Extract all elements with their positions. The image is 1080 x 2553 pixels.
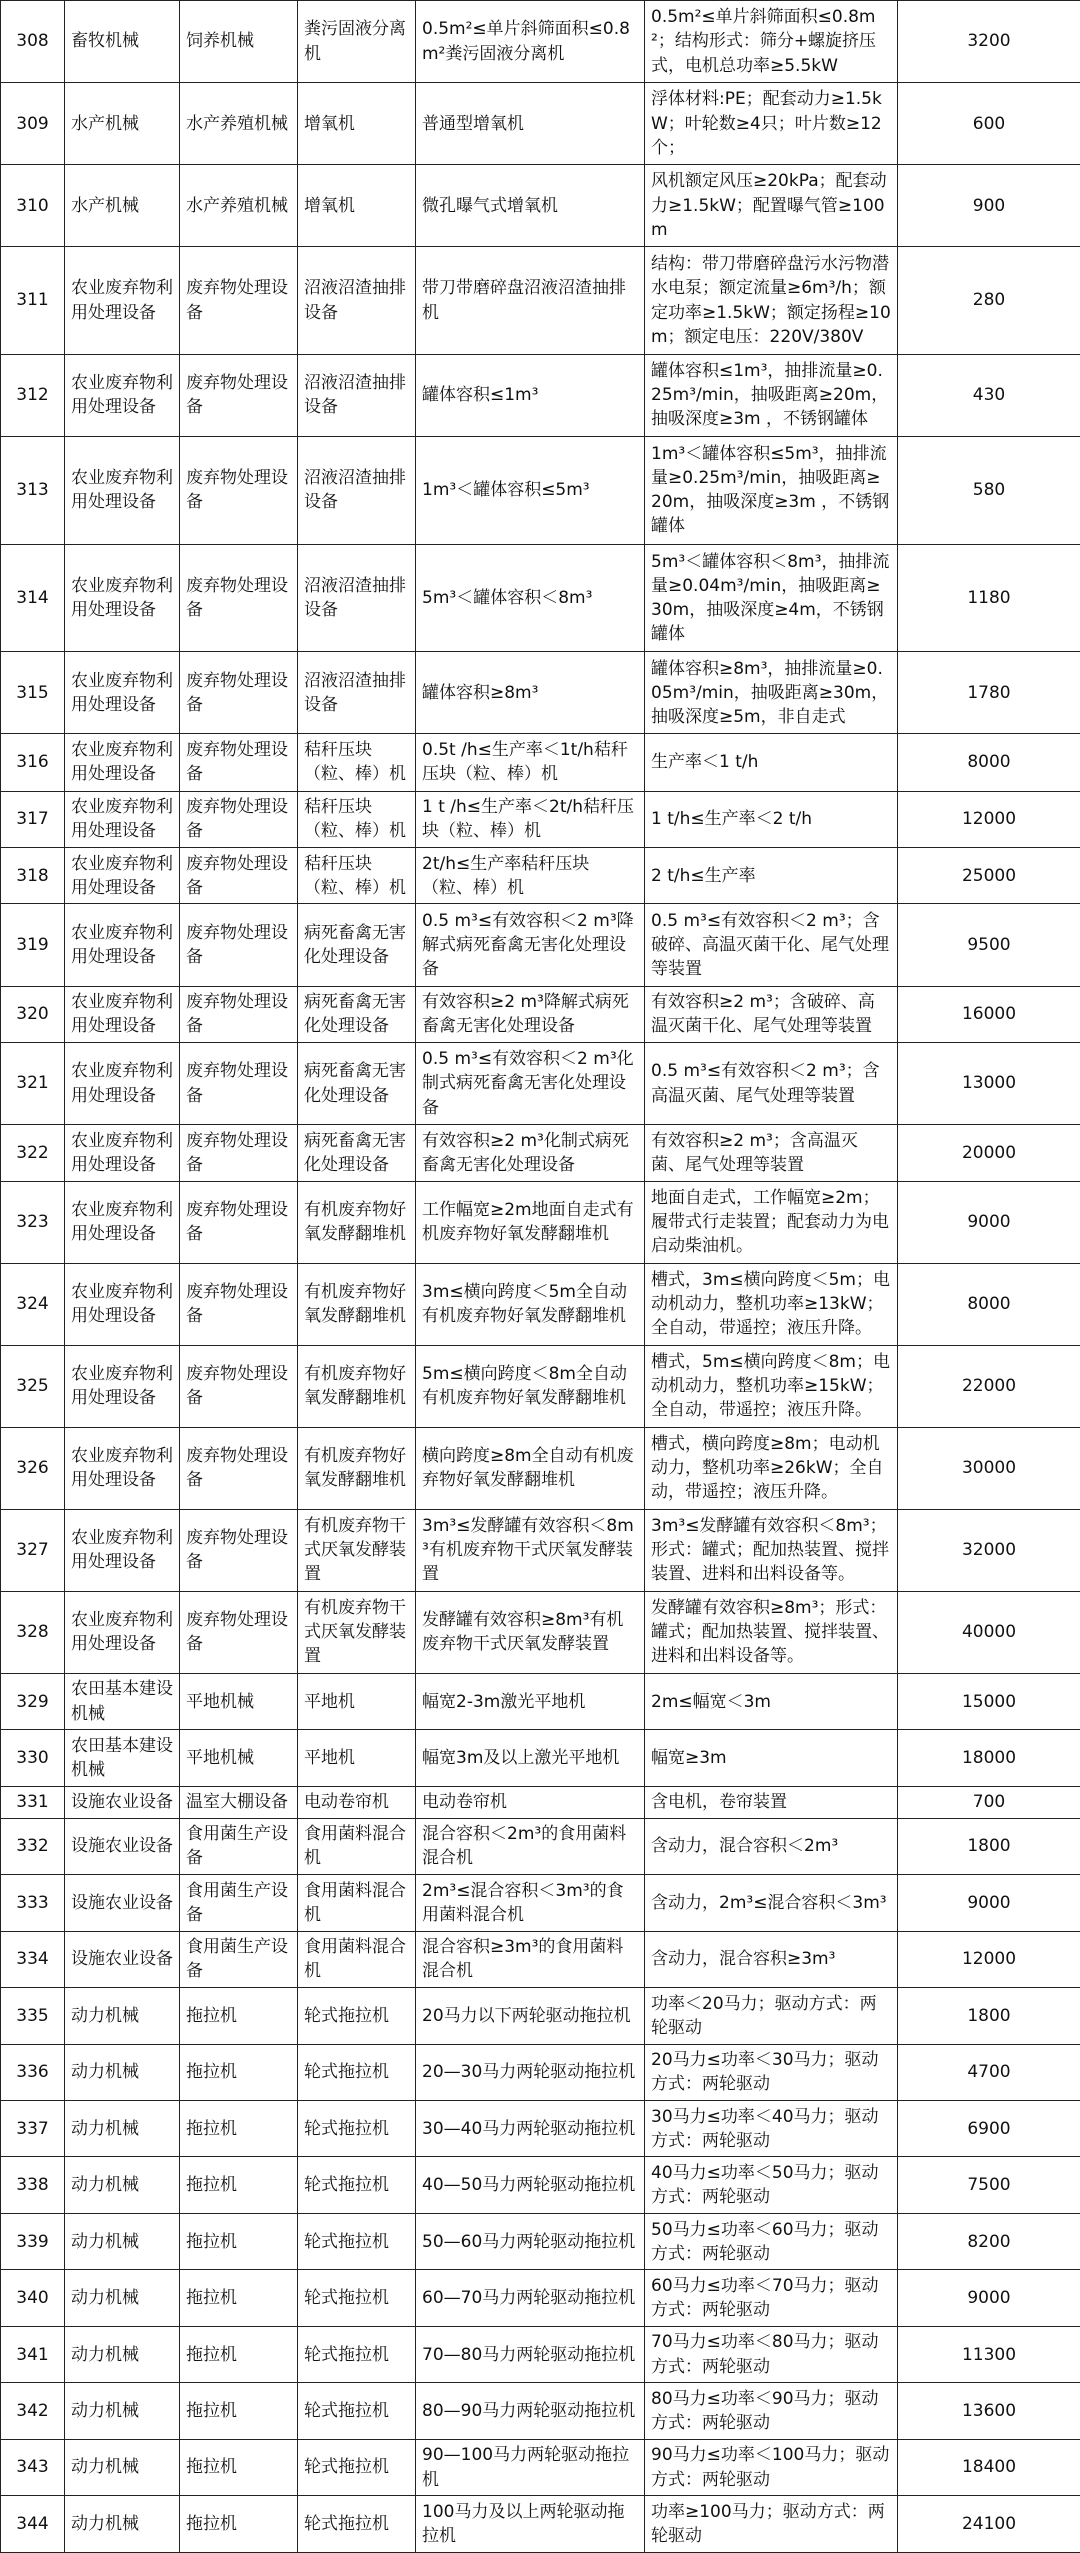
cell-spec: 功率≥100马力；驱动方式：两轮驱动 (645, 2496, 898, 2553)
cell-spec: 浮体材料:PE；配套动力≥1.5kW；叶轮数≥4只；叶片数≥12个； (645, 83, 898, 165)
cell-item: 轮式拖拉机 (298, 2439, 416, 2495)
table-row (1, 1730, 1080, 1786)
cell-item: 病死畜禽无害化处理设备 (298, 1042, 416, 1124)
cell-category: 设施农业设备 (65, 1875, 180, 1931)
cell-spec: 发酵罐有效容积≥8m³；形式：罐式；配加热装置、搅拌装置、进料和出料设备等。 (645, 1591, 898, 1673)
cell-subcategory: 废弃物处理设备 (180, 847, 298, 903)
table-row (1, 2439, 1080, 2495)
cell-no: 344 (1, 2496, 65, 2553)
table-row (1, 1786, 1080, 1818)
table-row (1, 2157, 1080, 2213)
cell-item: 沼液沼渣抽排设备 (298, 436, 416, 544)
cell-subsidy: 18400 (898, 2439, 1080, 2495)
cell-item: 食用菌料混合机 (298, 1875, 416, 1931)
cell-item: 有机废弃物干式厌氧发酵装置 (298, 1509, 416, 1591)
cell-subcategory: 废弃物处理设备 (180, 247, 298, 355)
cell-no: 333 (1, 1875, 65, 1931)
cell-grade: 工作幅宽≥2m地面自走式有机废弃物好氧发酵翻堆机 (416, 1181, 645, 1263)
cell-grade: 电动卷帘机 (416, 1786, 645, 1818)
cell-no: 318 (1, 847, 65, 903)
table-row (1, 2270, 1080, 2326)
cell-item: 有机废弃物干式厌氧发酵装置 (298, 1591, 416, 1673)
cell-spec: 0.5m²≤单片斜筛面积≤0.8m²；结构形式：筛分+螺旋挤压式，电机总功率≥5.5kW (645, 1, 898, 83)
cell-spec: 1 t/h≤生产率＜2 t/h (645, 791, 898, 847)
cell-no: 326 (1, 1427, 65, 1509)
cell-category: 农田基本建设机械 (65, 1730, 180, 1786)
cell-grade: 罐体容积≤1m³ (416, 354, 645, 436)
table-row (1, 2496, 1080, 2553)
cell-item: 轮式拖拉机 (298, 2100, 416, 2156)
cell-item: 增氧机 (298, 83, 416, 165)
cell-subsidy: 12000 (898, 791, 1080, 847)
cell-no: 332 (1, 1818, 65, 1874)
table-row (1, 2044, 1080, 2100)
cell-subsidy: 600 (898, 83, 1080, 165)
cell-grade: 70—80马力两轮驱动拖拉机 (416, 2326, 645, 2382)
table-row (1, 2326, 1080, 2382)
cell-spec: 罐体容积≥8m³，抽排流量≥0.05m³/min，抽吸距离≥30m，抽吸深度≥5m，非自走式 (645, 652, 898, 734)
table-body (1, 1, 1080, 2553)
cell-category: 农业废弃物利用处理设备 (65, 734, 180, 791)
cell-subcategory: 拖拉机 (180, 2270, 298, 2326)
cell-subsidy: 8000 (898, 1263, 1080, 1345)
cell-item: 轮式拖拉机 (298, 2326, 416, 2382)
cell-item: 轮式拖拉机 (298, 2496, 416, 2553)
cell-item: 食用菌料混合机 (298, 1818, 416, 1874)
cell-subsidy: 9000 (898, 2270, 1080, 2326)
cell-category: 农业废弃物利用处理设备 (65, 847, 180, 903)
cell-category: 动力机械 (65, 2157, 180, 2213)
cell-spec: 3m³≤发酵罐有效容积＜8m³；形式：罐式；配加热装置、搅拌装置、进料和出料设备等。 (645, 1509, 898, 1591)
cell-subsidy: 9500 (898, 904, 1080, 986)
cell-spec: 风机额定风压≥20kPa；配套动力≥1.5kW；配置曝气管≥100m (645, 165, 898, 247)
cell-category: 农业废弃物利用处理设备 (65, 1125, 180, 1181)
cell-category: 农业废弃物利用处理设备 (65, 436, 180, 544)
cell-no: 331 (1, 1786, 65, 1818)
cell-spec: 含电机，卷帘装置 (645, 1786, 898, 1818)
cell-subcategory: 废弃物处理设备 (180, 734, 298, 791)
cell-subsidy: 22000 (898, 1345, 1080, 1427)
cell-subsidy: 4700 (898, 2044, 1080, 2100)
cell-spec: 槽式，5m≤横向跨度＜8m；电动机动力，整机功率≥15kW；全自动，带遥控；液压升降。 (645, 1345, 898, 1427)
cell-grade: 20马力以下两轮驱动拖拉机 (416, 1988, 645, 2044)
cell-grade: 90—100马力两轮驱动拖拉机 (416, 2439, 645, 2495)
cell-subsidy: 18000 (898, 1730, 1080, 1786)
cell-category: 农业废弃物利用处理设备 (65, 1591, 180, 1673)
cell-category: 农业废弃物利用处理设备 (65, 1427, 180, 1509)
cell-spec: 60马力≤功率＜70马力；驱动方式：两轮驱动 (645, 2270, 898, 2326)
cell-spec: 1m³＜罐体容积≤5m³，抽排流量≥0.25m³/min，抽吸距离≥20m，抽吸深度≥3m ，不锈钢罐体 (645, 436, 898, 544)
cell-no: 322 (1, 1125, 65, 1181)
cell-item: 秸秆压块（粒、棒）机 (298, 734, 416, 791)
cell-category: 动力机械 (65, 1988, 180, 2044)
table-row (1, 1818, 1080, 1874)
cell-category: 农业废弃物利用处理设备 (65, 986, 180, 1042)
cell-category: 农业废弃物利用处理设备 (65, 904, 180, 986)
table-row (1, 1125, 1080, 1181)
table-row (1, 1181, 1080, 1263)
cell-category: 设施农业设备 (65, 1786, 180, 1818)
table-row (1, 354, 1080, 436)
cell-spec: 40马力≤功率＜50马力；驱动方式：两轮驱动 (645, 2157, 898, 2213)
cell-no: 340 (1, 2270, 65, 2326)
cell-subsidy: 8000 (898, 734, 1080, 791)
cell-no: 319 (1, 904, 65, 986)
cell-no: 328 (1, 1591, 65, 1673)
cell-spec: 地面自走式，工作幅宽≥2m；履带式行走装置；配套动力为电启动柴油机。 (645, 1181, 898, 1263)
cell-item: 沼液沼渣抽排设备 (298, 652, 416, 734)
cell-subsidy: 1780 (898, 652, 1080, 734)
cell-spec: 30马力≤功率＜40马力；驱动方式：两轮驱动 (645, 2100, 898, 2156)
cell-no: 316 (1, 734, 65, 791)
cell-subcategory: 拖拉机 (180, 2157, 298, 2213)
cell-subsidy: 900 (898, 165, 1080, 247)
table-row (1, 2100, 1080, 2156)
cell-grade: 有效容积≥2 m³降解式病死畜禽无害化处理设备 (416, 986, 645, 1042)
cell-subcategory: 废弃物处理设备 (180, 354, 298, 436)
cell-item: 增氧机 (298, 165, 416, 247)
table-row (1, 247, 1080, 355)
cell-subcategory: 拖拉机 (180, 1988, 298, 2044)
cell-spec: 罐体容积≤1m³，抽排流量≥0.25m³/min，抽吸距离≥20m，抽吸深度≥3m ，不锈钢罐体 (645, 354, 898, 436)
cell-spec: 0.5 m³≤有效容积＜2 m³；含高温灭菌、尾气处理等装置 (645, 1042, 898, 1124)
cell-no: 342 (1, 2383, 65, 2439)
cell-item: 沼液沼渣抽排设备 (298, 544, 416, 652)
cell-item: 有机废弃物好氧发酵翻堆机 (298, 1181, 416, 1263)
cell-item: 沼液沼渣抽排设备 (298, 247, 416, 355)
cell-no: 327 (1, 1509, 65, 1591)
cell-category: 动力机械 (65, 2383, 180, 2439)
cell-no: 313 (1, 436, 65, 544)
cell-grade: 带刀带磨碎盘沼液沼渣抽排机 (416, 247, 645, 355)
cell-subcategory: 食用菌生产设备 (180, 1931, 298, 1987)
table-row (1, 1042, 1080, 1124)
cell-spec: 生产率＜1 t/h (645, 734, 898, 791)
cell-subsidy: 7500 (898, 2157, 1080, 2213)
cell-item: 病死畜禽无害化处理设备 (298, 986, 416, 1042)
cell-no: 310 (1, 165, 65, 247)
cell-spec: 功率＜20马力；驱动方式：两轮驱动 (645, 1988, 898, 2044)
cell-spec: 含动力，混合容积＜2m³ (645, 1818, 898, 1874)
cell-subcategory: 温室大棚设备 (180, 1786, 298, 1818)
cell-subsidy: 11300 (898, 2326, 1080, 2382)
cell-subsidy: 3200 (898, 1, 1080, 83)
cell-grade: 幅宽3m及以上激光平地机 (416, 1730, 645, 1786)
cell-category: 农业废弃物利用处理设备 (65, 544, 180, 652)
table-row (1, 1263, 1080, 1345)
cell-no: 314 (1, 544, 65, 652)
cell-subsidy: 20000 (898, 1125, 1080, 1181)
cell-subsidy: 700 (898, 1786, 1080, 1818)
cell-grade: 30—40马力两轮驱动拖拉机 (416, 2100, 645, 2156)
cell-category: 农业废弃物利用处理设备 (65, 1509, 180, 1591)
cell-spec: 槽式，横向跨度≥8m；电动机动力，整机功率≥26kW；全自动，带遥控；液压升降。 (645, 1427, 898, 1509)
cell-subsidy: 1180 (898, 544, 1080, 652)
cell-subsidy: 580 (898, 436, 1080, 544)
cell-subcategory: 水产养殖机械 (180, 165, 298, 247)
cell-category: 农田基本建设机械 (65, 1673, 180, 1729)
cell-grade: 横向跨度≥8m全自动有机废弃物好氧发酵翻堆机 (416, 1427, 645, 1509)
cell-grade: 混合容积＜2m³的食用菌料混合机 (416, 1818, 645, 1874)
table-row (1, 652, 1080, 734)
cell-category: 动力机械 (65, 2213, 180, 2269)
cell-item: 病死畜禽无害化处理设备 (298, 1125, 416, 1181)
cell-spec: 2m≤幅宽＜3m (645, 1673, 898, 1729)
cell-subcategory: 废弃物处理设备 (180, 1345, 298, 1427)
cell-subsidy: 15000 (898, 1673, 1080, 1729)
cell-no: 343 (1, 2439, 65, 2495)
cell-item: 粪污固液分离机 (298, 1, 416, 83)
cell-subcategory: 拖拉机 (180, 2213, 298, 2269)
cell-no: 311 (1, 247, 65, 355)
cell-category: 农业废弃物利用处理设备 (65, 791, 180, 847)
cell-subcategory: 废弃物处理设备 (180, 1042, 298, 1124)
cell-subcategory: 废弃物处理设备 (180, 1181, 298, 1263)
cell-subsidy: 280 (898, 247, 1080, 355)
cell-spec: 含动力，2m³≤混合容积＜3m³ (645, 1875, 898, 1931)
cell-grade: 0.5t /h≤生产率＜1t/h秸秆压块（粒、棒）机 (416, 734, 645, 791)
cell-spec: 有效容积≥2 m³；含高温灭菌、尾气处理等装置 (645, 1125, 898, 1181)
cell-category: 农业废弃物利用处理设备 (65, 1263, 180, 1345)
cell-subcategory: 拖拉机 (180, 2100, 298, 2156)
cell-no: 321 (1, 1042, 65, 1124)
cell-grade: 微孔曝气式增氧机 (416, 165, 645, 247)
cell-category: 设施农业设备 (65, 1818, 180, 1874)
cell-subsidy: 6900 (898, 2100, 1080, 2156)
cell-subcategory: 废弃物处理设备 (180, 791, 298, 847)
cell-no: 315 (1, 652, 65, 734)
cell-no: 339 (1, 2213, 65, 2269)
cell-spec: 5m³＜罐体容积＜8m³，抽排流量≥0.04m³/min，抽吸距离≥30m，抽吸深度≥4m，不锈钢罐体 (645, 544, 898, 652)
cell-grade: 1 t /h≤生产率＜2t/h秸秆压块（粒、棒）机 (416, 791, 645, 847)
cell-item: 平地机 (298, 1730, 416, 1786)
cell-subsidy: 9000 (898, 1181, 1080, 1263)
cell-subsidy: 40000 (898, 1591, 1080, 1673)
table-row (1, 1591, 1080, 1673)
cell-spec: 2 t/h≤生产率 (645, 847, 898, 903)
cell-subcategory: 废弃物处理设备 (180, 1125, 298, 1181)
cell-grade: 普通型增氧机 (416, 83, 645, 165)
cell-grade: 0.5m²≤单片斜筛面积≤0.8m²粪污固液分离机 (416, 1, 645, 83)
cell-grade: 100马力及以上两轮驱动拖拉机 (416, 2496, 645, 2553)
cell-subsidy: 16000 (898, 986, 1080, 1042)
cell-subcategory: 废弃物处理设备 (180, 1509, 298, 1591)
table-row (1, 1, 1080, 83)
cell-no: 335 (1, 1988, 65, 2044)
cell-spec: 80马力≤功率＜90马力；驱动方式：两轮驱动 (645, 2383, 898, 2439)
cell-subcategory: 拖拉机 (180, 2326, 298, 2382)
cell-subcategory: 食用菌生产设备 (180, 1818, 298, 1874)
cell-grade: 0.5 m³≤有效容积＜2 m³降解式病死畜禽无害化处理设备 (416, 904, 645, 986)
cell-category: 农业废弃物利用处理设备 (65, 1181, 180, 1263)
table-row (1, 847, 1080, 903)
cell-subsidy: 30000 (898, 1427, 1080, 1509)
cell-category: 动力机械 (65, 2439, 180, 2495)
cell-grade: 2t/h≤生产率秸秆压块（粒、棒）机 (416, 847, 645, 903)
cell-subcategory: 拖拉机 (180, 2044, 298, 2100)
cell-subcategory: 废弃物处理设备 (180, 436, 298, 544)
cell-item: 有机废弃物好氧发酵翻堆机 (298, 1345, 416, 1427)
cell-subsidy: 32000 (898, 1509, 1080, 1591)
cell-subsidy: 1800 (898, 1988, 1080, 2044)
cell-grade: 幅宽2-3m激光平地机 (416, 1673, 645, 1729)
cell-no: 312 (1, 354, 65, 436)
cell-grade: 3m≤横向跨度＜5m全自动有机废弃物好氧发酵翻堆机 (416, 1263, 645, 1345)
cell-item: 平地机 (298, 1673, 416, 1729)
cell-subsidy: 12000 (898, 1931, 1080, 1987)
cell-subsidy: 13600 (898, 2383, 1080, 2439)
cell-grade: 60—70马力两轮驱动拖拉机 (416, 2270, 645, 2326)
cell-subcategory: 废弃物处理设备 (180, 904, 298, 986)
cell-grade: 3m³≤发酵罐有效容积＜8m³有机废弃物干式厌氧发酵装置 (416, 1509, 645, 1591)
cell-grade: 2m³≤混合容积＜3m³的食用菌料混合机 (416, 1875, 645, 1931)
table-row (1, 904, 1080, 986)
cell-subsidy: 24100 (898, 2496, 1080, 2553)
table-row (1, 1427, 1080, 1509)
cell-category: 畜牧机械 (65, 1, 180, 83)
cell-grade: 1m³＜罐体容积≤5m³ (416, 436, 645, 544)
cell-grade: 5m³＜罐体容积＜8m³ (416, 544, 645, 652)
cell-subcategory: 食用菌生产设备 (180, 1875, 298, 1931)
cell-item: 轮式拖拉机 (298, 2270, 416, 2326)
cell-item: 秸秆压块（粒、棒）机 (298, 791, 416, 847)
cell-no: 320 (1, 986, 65, 1042)
cell-no: 330 (1, 1730, 65, 1786)
cell-no: 324 (1, 1263, 65, 1345)
cell-no: 337 (1, 2100, 65, 2156)
table-row (1, 1673, 1080, 1729)
cell-no: 308 (1, 1, 65, 83)
cell-subsidy: 13000 (898, 1042, 1080, 1124)
cell-spec: 90马力≤功率＜100马力；驱动方式：两轮驱动 (645, 2439, 898, 2495)
cell-subcategory: 废弃物处理设备 (180, 986, 298, 1042)
table-row (1, 544, 1080, 652)
cell-category: 动力机械 (65, 2100, 180, 2156)
cell-item: 轮式拖拉机 (298, 1988, 416, 2044)
cell-no: 317 (1, 791, 65, 847)
cell-category: 农业废弃物利用处理设备 (65, 354, 180, 436)
cell-spec: 0.5 m³≤有效容积＜2 m³；含破碎、高温灭菌干化、尾气处理等装置 (645, 904, 898, 986)
table-row (1, 734, 1080, 791)
cell-subsidy: 430 (898, 354, 1080, 436)
cell-grade: 50—60马力两轮驱动拖拉机 (416, 2213, 645, 2269)
cell-grade: 发酵罐有效容积≥8m³有机废弃物干式厌氧发酵装置 (416, 1591, 645, 1673)
cell-no: 325 (1, 1345, 65, 1427)
cell-no: 334 (1, 1931, 65, 1987)
cell-no: 336 (1, 2044, 65, 2100)
cell-category: 农业废弃物利用处理设备 (65, 652, 180, 734)
cell-grade: 罐体容积≥8m³ (416, 652, 645, 734)
cell-grade: 80—90马力两轮驱动拖拉机 (416, 2383, 645, 2439)
cell-no: 329 (1, 1673, 65, 1729)
cell-subcategory: 废弃物处理设备 (180, 1427, 298, 1509)
cell-spec: 幅宽≥3m (645, 1730, 898, 1786)
cell-spec: 槽式，3m≤横向跨度＜5m；电动机动力，整机功率≥13kW；全自动，带遥控；液压升降。 (645, 1263, 898, 1345)
cell-subcategory: 平地机械 (180, 1730, 298, 1786)
cell-item: 病死畜禽无害化处理设备 (298, 904, 416, 986)
cell-subsidy: 1800 (898, 1818, 1080, 1874)
cell-category: 设施农业设备 (65, 1931, 180, 1987)
cell-item: 沼液沼渣抽排设备 (298, 354, 416, 436)
cell-no: 323 (1, 1181, 65, 1263)
table-row (1, 1509, 1080, 1591)
cell-spec: 50马力≤功率＜60马力；驱动方式：两轮驱动 (645, 2213, 898, 2269)
table-row (1, 986, 1080, 1042)
cell-subcategory: 饲养机械 (180, 1, 298, 83)
cell-item: 轮式拖拉机 (298, 2044, 416, 2100)
cell-subcategory: 废弃物处理设备 (180, 1591, 298, 1673)
cell-no: 338 (1, 2157, 65, 2213)
cell-subcategory: 废弃物处理设备 (180, 652, 298, 734)
cell-item: 轮式拖拉机 (298, 2157, 416, 2213)
cell-subsidy: 8200 (898, 2213, 1080, 2269)
cell-spec: 含动力，混合容积≥3m³ (645, 1931, 898, 1987)
cell-subcategory: 拖拉机 (180, 2496, 298, 2553)
cell-spec: 70马力≤功率＜80马力；驱动方式：两轮驱动 (645, 2326, 898, 2382)
cell-item: 食用菌料混合机 (298, 1931, 416, 1987)
cell-subcategory: 平地机械 (180, 1673, 298, 1729)
cell-item: 有机废弃物好氧发酵翻堆机 (298, 1263, 416, 1345)
table-row (1, 165, 1080, 247)
cell-item: 秸秆压块（粒、棒）机 (298, 847, 416, 903)
table-row (1, 1875, 1080, 1931)
table-row (1, 2213, 1080, 2269)
cell-category: 动力机械 (65, 2044, 180, 2100)
cell-subsidy: 9000 (898, 1875, 1080, 1931)
cell-grade: 40—50马力两轮驱动拖拉机 (416, 2157, 645, 2213)
cell-grade: 有效容积≥2 m³化制式病死畜禽无害化处理设备 (416, 1125, 645, 1181)
cell-grade: 混合容积≥3m³的食用菌料混合机 (416, 1931, 645, 1987)
table-row (1, 1345, 1080, 1427)
cell-subcategory: 拖拉机 (180, 2383, 298, 2439)
cell-category: 水产机械 (65, 165, 180, 247)
cell-subcategory: 废弃物处理设备 (180, 1263, 298, 1345)
cell-item: 轮式拖拉机 (298, 2213, 416, 2269)
cell-category: 农业废弃物利用处理设备 (65, 1042, 180, 1124)
cell-no: 341 (1, 2326, 65, 2382)
cell-no: 309 (1, 83, 65, 165)
cell-category: 农业废弃物利用处理设备 (65, 247, 180, 355)
cell-grade: 20—30马力两轮驱动拖拉机 (416, 2044, 645, 2100)
table-row (1, 2383, 1080, 2439)
table-row (1, 436, 1080, 544)
cell-category: 动力机械 (65, 2270, 180, 2326)
cell-spec: 有效容积≥2 m³；含破碎、高温灭菌干化、尾气处理等装置 (645, 986, 898, 1042)
cell-spec: 20马力≤功率＜30马力；驱动方式：两轮驱动 (645, 2044, 898, 2100)
cell-grade: 5m≤横向跨度＜8m全自动有机废弃物好氧发酵翻堆机 (416, 1345, 645, 1427)
table-row (1, 83, 1080, 165)
cell-subcategory: 水产养殖机械 (180, 83, 298, 165)
cell-grade: 0.5 m³≤有效容积＜2 m³化制式病死畜禽无害化处理设备 (416, 1042, 645, 1124)
cell-subcategory: 拖拉机 (180, 2439, 298, 2495)
cell-category: 动力机械 (65, 2326, 180, 2382)
cell-subcategory: 废弃物处理设备 (180, 544, 298, 652)
table-row (1, 791, 1080, 847)
cell-item: 电动卷帘机 (298, 1786, 416, 1818)
cell-subsidy: 25000 (898, 847, 1080, 903)
cell-item: 有机废弃物好氧发酵翻堆机 (298, 1427, 416, 1509)
cell-category: 水产机械 (65, 83, 180, 165)
cell-spec: 结构：带刀带磨碎盘污水污物潜水电泵；额定流量≥6m³/h；额定功率≥1.5kW；额定扬程≥10 m；额定电压：220V/380V (645, 247, 898, 355)
table-row (1, 1931, 1080, 1987)
cell-category: 动力机械 (65, 2496, 180, 2553)
cell-item: 轮式拖拉机 (298, 2383, 416, 2439)
cell-category: 农业废弃物利用处理设备 (65, 1345, 180, 1427)
table-row (1, 1988, 1080, 2044)
